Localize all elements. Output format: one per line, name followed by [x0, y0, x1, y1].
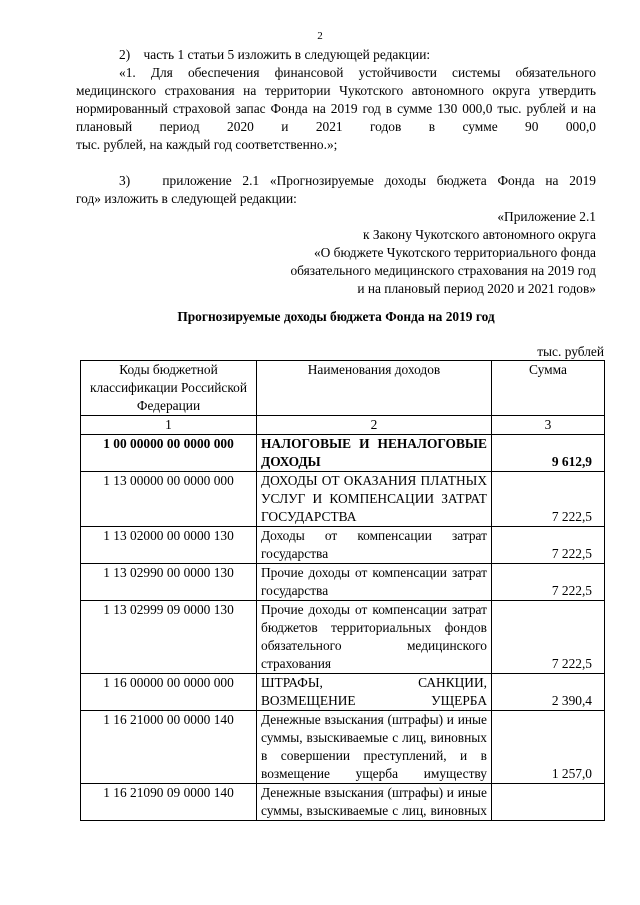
column-number-row: [81, 416, 605, 435]
row-code: 1 13 00000 00 0000 000: [81, 472, 257, 527]
appendix-header: [76, 208, 596, 298]
appendix-line: обязательного медицинского страхования на 2019 год: [290, 263, 596, 278]
row-code: 1 13 02999 09 0000 130: [81, 601, 257, 674]
row-code: 1 16 21090 09 0000 140: [81, 784, 257, 821]
item-2-quote-end: тыс. рублей, на каждый год соответственно.»;: [76, 137, 338, 152]
column-number: 2: [257, 416, 492, 435]
row-sum: [492, 784, 605, 821]
row-sum: 7 222,5: [492, 472, 605, 527]
row-name: Денежные взыскания (штрафы) и иные суммы, взыскиваемые с лиц, виновных в совершении преступлений, и в возмещение ущерба имуществу: [257, 711, 492, 784]
row-code: 1 13 02000 00 0000 130: [81, 527, 257, 564]
item-2-lead: 2) часть 1 статьи 5 изложить в следующей редакции:: [119, 47, 431, 62]
table-row: [81, 784, 605, 821]
header-names: Наименования доходов: [257, 361, 492, 416]
row-name: Доходы от компенсации затрат государства: [257, 527, 492, 564]
row-name: Прочие доходы от компенсации затрат бюджетов территориальных фондов обязательного медицинского страхования: [257, 601, 492, 674]
header-sum: Сумма: [492, 361, 605, 416]
row-sum: 9 612,9: [492, 435, 605, 472]
row-code: 1 16 21000 00 0000 140: [81, 711, 257, 784]
row-name: Прочие доходы от компенсации затрат государства: [257, 564, 492, 601]
table-header-row: [81, 361, 605, 416]
table-row: [81, 711, 605, 784]
column-number: 1: [81, 416, 257, 435]
appendix-line: «О бюджете Чукотского территориального фонда: [313, 245, 596, 260]
row-sum: 7 222,5: [492, 527, 605, 564]
table-row: [81, 601, 605, 674]
table-row: [81, 674, 605, 711]
row-name: ШТРАФЫ, САНКЦИИ, ВОЗМЕЩЕНИЕ УЩЕРБА: [257, 674, 492, 711]
table-row: [81, 564, 605, 601]
revenue-table: [80, 360, 605, 821]
row-sum: 7 222,5: [492, 601, 605, 674]
units-label: тыс. рублей: [537, 344, 604, 359]
item-3-text-end: год» изложить в следующей редакции:: [76, 191, 297, 206]
appendix-line: к Закону Чукотского автономного округа: [363, 227, 596, 242]
column-number: 3: [492, 416, 605, 435]
row-code: 1 00 00000 00 0000 000: [81, 435, 257, 472]
row-name: ДОХОДЫ ОТ ОКАЗАНИЯ ПЛАТНЫХ УСЛУГ И КОМПЕНСАЦИИ ЗАТРАТ ГОСУДАРСТВА: [257, 472, 492, 527]
appendix-line: «Приложение 2.1: [497, 209, 596, 224]
row-code: 1 16 00000 00 0000 000: [81, 674, 257, 711]
row-name: Денежные взыскания (штрафы) и иные суммы, взыскиваемые с лиц, виновных: [257, 784, 492, 821]
row-sum: 2 390,4: [492, 674, 605, 711]
item-2-quote: «1. Для обеспечения финансовой устойчивости системы обязательного медицинского страхования на территории Чукотского автономного округа утвердить нормированный страховой запас Фонда на 2019 год в сумме 130 000,0 тыс. рублей и на плановый период 2020 и 2021 годов в сумме 90 000,0: [76, 65, 596, 134]
page-bottom-margin: [0, 846, 640, 905]
table-row: [81, 435, 605, 472]
row-code: 1 13 02990 00 0000 130: [81, 564, 257, 601]
row-sum: 1 257,0: [492, 711, 605, 784]
appendix-line: и на плановый период 2020 и 2021 годов»: [357, 281, 596, 296]
table-row: [81, 472, 605, 527]
table-title: Прогнозируемые доходы бюджета Фонда на 2019 год: [177, 309, 495, 324]
item-3-text: 3) приложение 2.1 «Прогнозируемые доходы бюджета Фонда на 2019: [119, 173, 596, 188]
row-name: НАЛОГОВЫЕ И НЕНАЛОГОВЫЕ ДОХОДЫ: [257, 435, 492, 472]
row-sum: 7 222,5: [492, 564, 605, 601]
header-codes: Коды бюджетной классификации Российской Федерации: [81, 361, 257, 416]
table-row: [81, 527, 605, 564]
page-number: 2: [317, 30, 323, 42]
